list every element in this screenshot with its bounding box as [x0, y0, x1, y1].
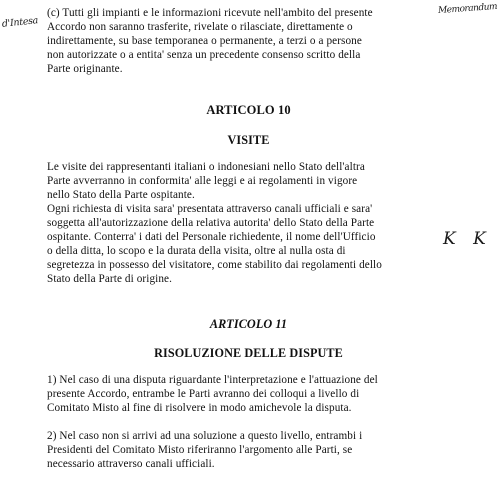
text-line: o della ditta, lo scopo e la durata della visita, oltre al nulla osta di — [47, 245, 346, 257]
article-11-item-1 — [47, 373, 467, 415]
text-line: nello Stato della Parte ospitante. — [47, 189, 195, 201]
article-11-item-2 — [47, 429, 467, 471]
text-line: indirettamente, su base temporanea o permanente, a terzi o a persone — [47, 35, 362, 47]
handwritten-annotation-top-right: Memorandum — [437, 1, 497, 17]
article-10-title: VISITE — [227, 133, 270, 147]
handwritten-initials: K K — [443, 229, 492, 249]
text-line: Le visite dei rappresentanti italiani o indonesiani nello Stato dell'altra — [47, 161, 365, 173]
text-line: segretezza in possesso del visitatore, come stabilito dai regolamenti dello — [47, 259, 382, 271]
text-line: necessario attraverso canali ufficiali. — [47, 458, 215, 470]
article-11-number: ARTICOLO 11 — [209, 317, 288, 331]
handwritten-annotation-left: d'Intesa — [1, 15, 39, 30]
section-c-paragraph — [47, 6, 467, 76]
text-line: (c) Tutti gli impianti e le informazioni ricevute nell'ambito del presente — [47, 7, 373, 19]
text-line: soggetta all'autorizzazione della relativa autorita' dello Stato della Parte — [47, 217, 375, 229]
text-line: non autorizzate o a entita' senza un precedente consenso scritto della — [47, 49, 361, 61]
text-line: Comitato Misto al fine di risolvere in modo amichevole la disputa. — [47, 402, 352, 414]
article-10-paragraph — [47, 160, 467, 286]
text-line: Accordo non saranno trasferite, rivelate o rilasciate, direttamente o — [47, 21, 353, 33]
text-line: Presidenti del Comitato Misto riferiranno l'argomento alle Parti, se — [47, 444, 353, 456]
article-10-number: ARTICOLO 10 — [206, 103, 291, 117]
article-11-title: RISOLUZIONE DELLE DISPUTE — [154, 346, 343, 360]
text-line: presente Accordo, entrambe le Parti avranno dei colloqui a livello di — [47, 388, 360, 400]
text-line: Ogni richiesta di visita sara' presentata attraverso canali ufficiali e sara' — [47, 203, 373, 215]
text-line: Parte originante. — [47, 63, 123, 75]
text-line: 2) Nel caso non si arrivi ad una soluzione a questo livello, entrambi i — [47, 430, 363, 442]
text-line: 1) Nel caso di una disputa riguardante l'interpretazione e l'attuazione del — [47, 374, 378, 386]
text-line: Stato della Parte di origine. — [47, 273, 173, 285]
text-line: ospitante. Conterra' i dati del Personale richiedente, il nome dell'Ufficio — [47, 231, 376, 243]
text-line: Parte avverranno in conformita' alle leggi e ai regolamenti in vigore — [47, 175, 358, 187]
